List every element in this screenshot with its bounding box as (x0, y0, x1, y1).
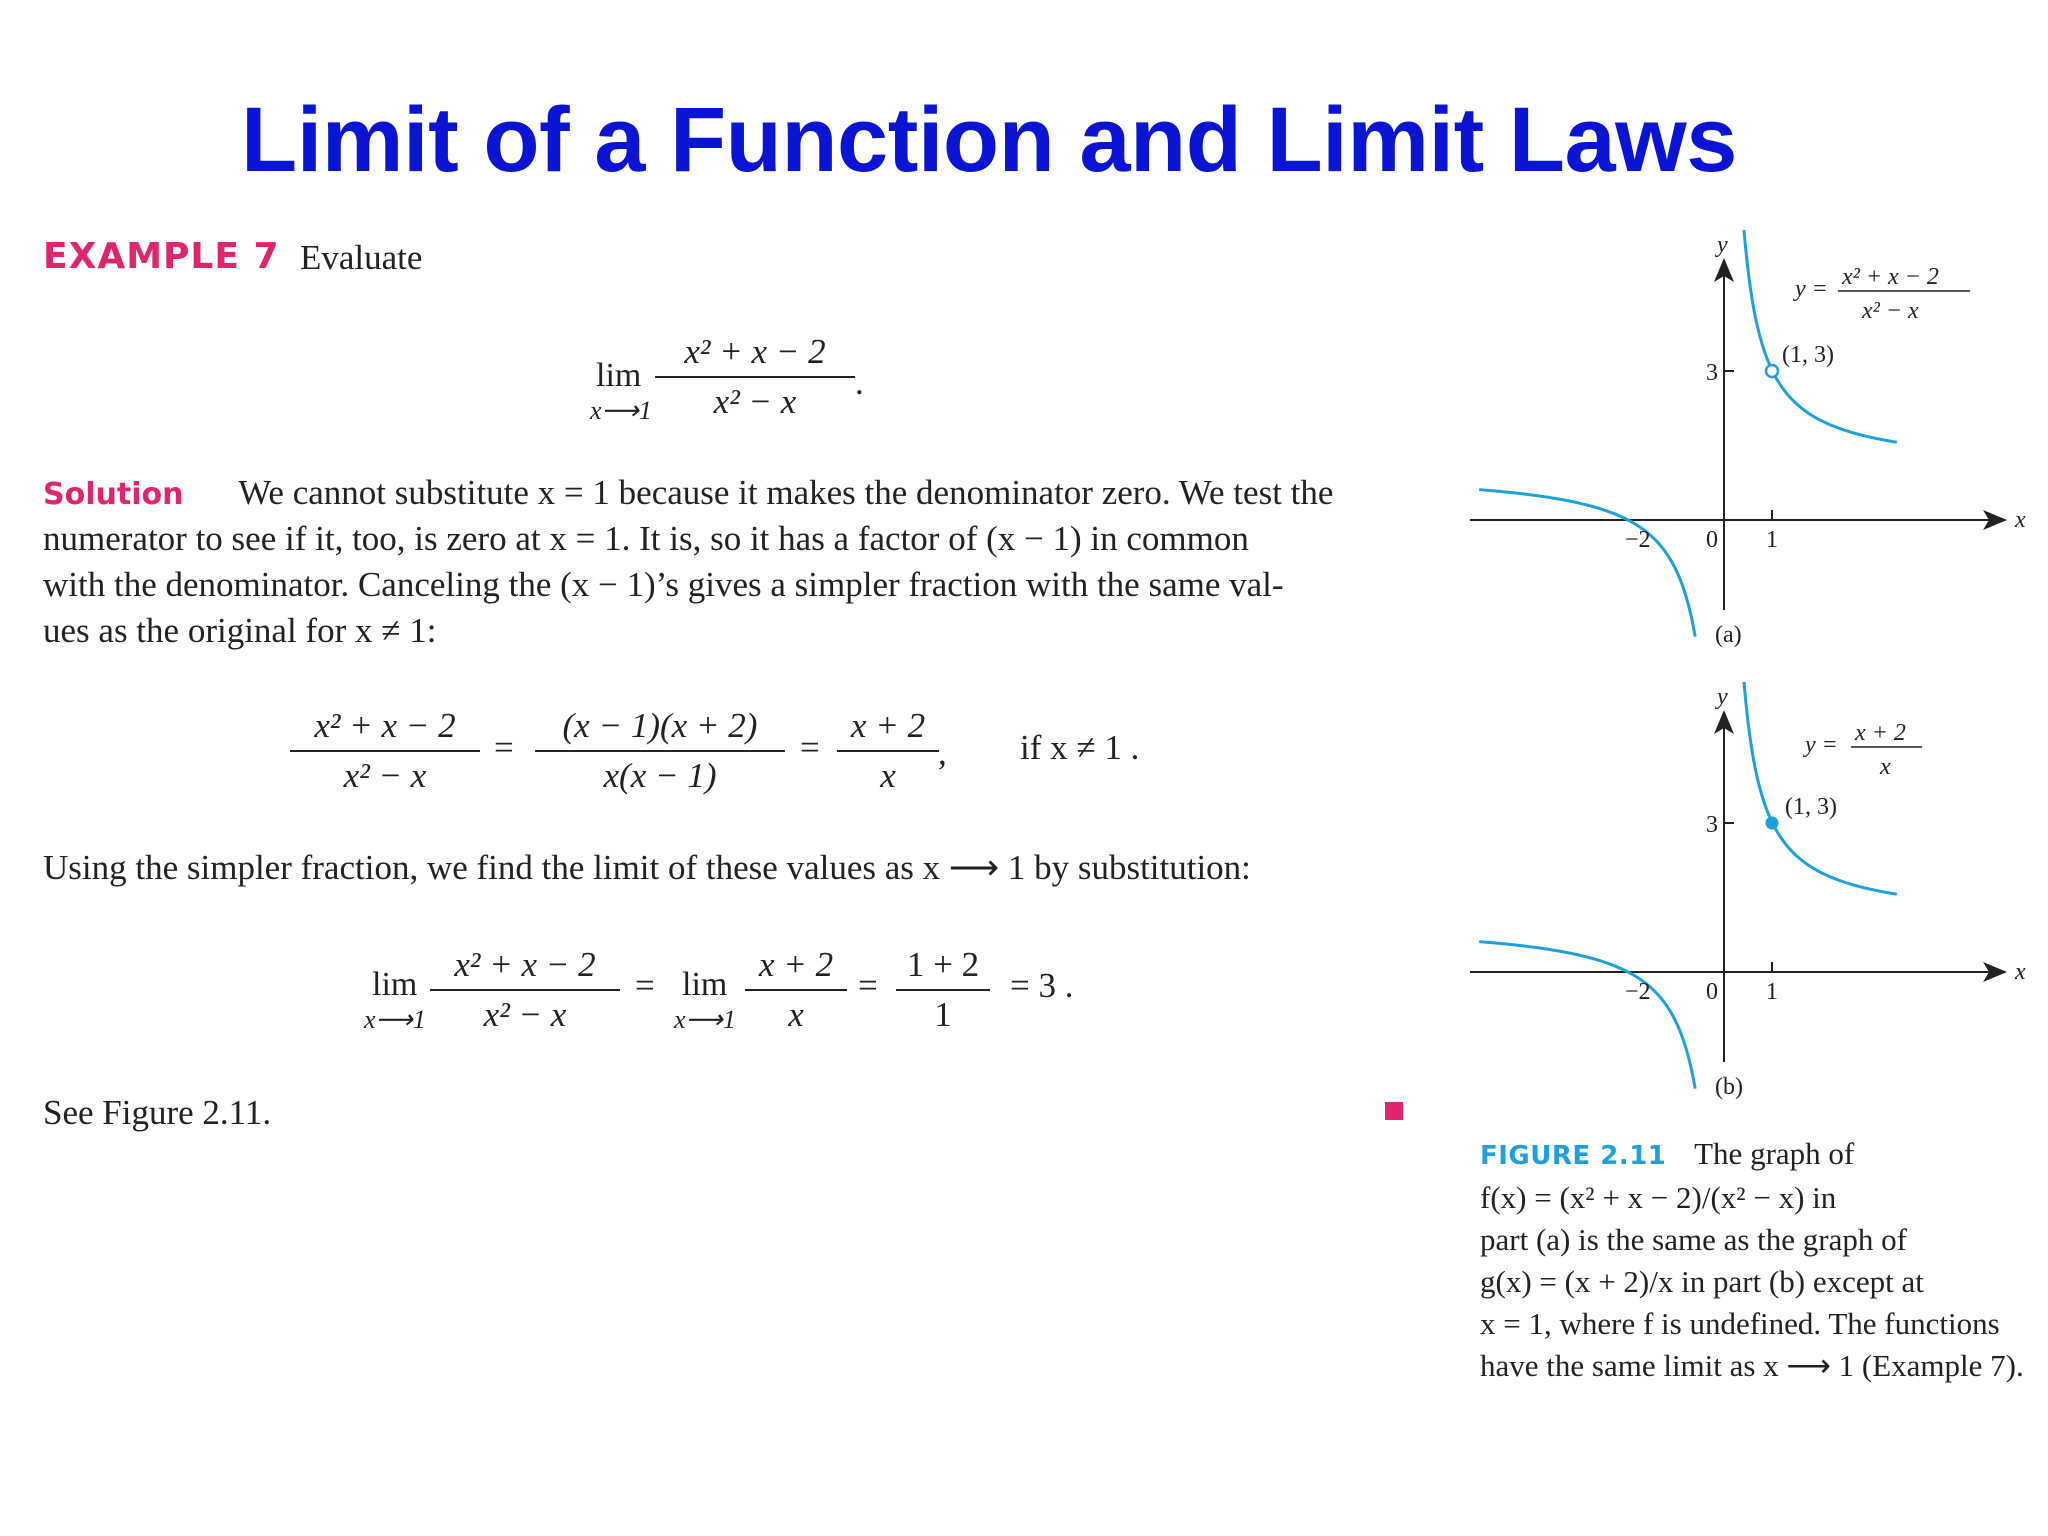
tick-label-0: 0 (1706, 527, 1718, 553)
equation-denominator: x (1880, 754, 1891, 780)
equation-numerator: x² + x − 2 (1842, 264, 1939, 290)
fraction-f-2: x² + x − 2 x² − x (290, 706, 480, 796)
equation-lhs: y = (1805, 732, 1838, 758)
result-text: = 3 . (1010, 966, 1074, 1005)
figure-label: FIGURE 2.11 (1480, 1141, 1667, 1171)
fraction-f (655, 332, 855, 422)
tick-label-neg2: −2 (1625, 527, 1651, 553)
curve-right-branch (1742, 230, 1897, 442)
lim-operator: lim (596, 357, 642, 394)
solution-label: Solution (43, 477, 184, 512)
lim-subscript: x⟶1 (590, 396, 652, 425)
fraction-numerator: x² + x − 2 (684, 332, 826, 371)
tick-label-1: 1 (1766, 979, 1778, 1005)
caption-line-6: have the same limit as x ⟶ 1 (Example 7). (1480, 1348, 2024, 1383)
y-axis-label: y (1717, 684, 1728, 710)
solution-line-4: ues as the original for x ≠ 1: (43, 611, 437, 650)
x-axis-label: x (2015, 959, 2026, 985)
graph-b (1470, 682, 2030, 1112)
solution-line-3: with the denominator. Canceling the (x − 1)’s gives a simpler fraction with the same val- (43, 565, 1284, 604)
example-label: EXAMPLE 7 (43, 236, 280, 277)
solution-line-2: numerator to see if it, too, is zero at x = 1. It is, so it has a factor of (x − 1) in common (43, 519, 1249, 558)
tick-label-0: 0 (1706, 979, 1718, 1005)
solution-line-5: Using the simpler fraction, we find the limit of these values as x ⟶ 1 by substitution: (43, 848, 1251, 887)
condition-text: if x ≠ 1 . (1020, 728, 1140, 767)
panel-label: (a) (1715, 622, 1742, 648)
tick-label-3: 3 (1706, 360, 1718, 386)
curve-left-branch (1479, 490, 1695, 637)
fraction-g: x + 2 x (837, 706, 939, 796)
caption-line-4: g(x) = (x + 2)/x in part (b) except at (1480, 1264, 1924, 1299)
filled-point-1-3 (1766, 817, 1779, 830)
y-axis-label: y (1717, 232, 1728, 258)
end-of-example-marker (1385, 1102, 1403, 1120)
caption-line-3: part (a) is the same as the graph of (1480, 1222, 1907, 1257)
page-title: Limit of a Function and Limit Laws (241, 89, 1737, 191)
curve-right-branch (1742, 682, 1897, 894)
equation-lhs: y = (1795, 276, 1828, 302)
fraction-g-2: x + 2 x (745, 945, 847, 1035)
x-axis-label: x (2015, 507, 2026, 533)
caption-line-5: x = 1, where f is undefined. The functions (1480, 1306, 2000, 1341)
equation-denominator: x² − x (1862, 298, 1919, 324)
fraction-evaluated: 1 + 2 1 (896, 945, 990, 1035)
curve-left-branch (1479, 942, 1695, 1089)
caption-line-1: FIGURE 2.11 The graph of (1480, 1136, 1855, 1171)
panel-label: (b) (1715, 1074, 1743, 1100)
example-prompt: Evaluate (300, 238, 423, 277)
tick-label-1: 1 (1766, 527, 1778, 553)
see-figure-text: See Figure 2.11. (43, 1093, 272, 1132)
equation-numerator: x + 2 (1855, 720, 1906, 746)
tick-label-neg2: −2 (1625, 979, 1651, 1005)
fraction-f-3: x² + x − 2 x² − x (430, 945, 620, 1035)
point-label: (1, 3) (1782, 342, 1834, 368)
open-point-1-3 (1766, 365, 1778, 377)
solution-line-1: Solution We cannot substitute x = 1 because it makes the denominator zero. We test the (43, 473, 1334, 512)
fraction-factored: (x − 1)(x + 2) x(x − 1) (535, 706, 785, 796)
tick-label-3: 3 (1706, 812, 1718, 838)
figure-caption (1480, 1133, 2040, 1387)
fraction-denominator: x² − x (713, 382, 797, 421)
graph-a (1470, 230, 2030, 660)
caption-line-2: f(x) = (x² + x − 2)/(x² − x) in (1480, 1180, 1837, 1215)
point-label: (1, 3) (1785, 794, 1837, 820)
